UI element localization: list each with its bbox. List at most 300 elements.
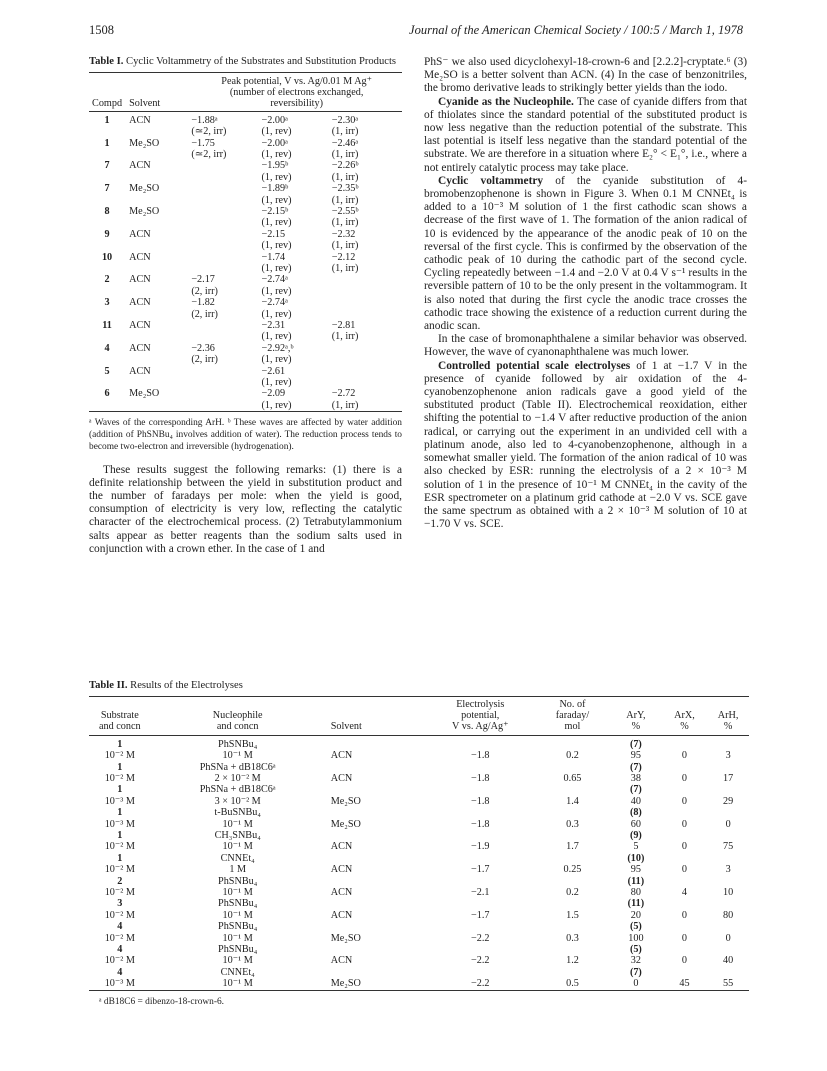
table1-cell-p1 <box>191 320 261 343</box>
table2-arx: 0 <box>681 772 687 784</box>
table2-cell-faraday <box>535 967 610 990</box>
table2-col-arh: ArH, % <box>707 696 749 735</box>
table2-solvent: Me₂SO <box>330 795 361 807</box>
table2-cell-faraday <box>535 784 610 807</box>
table1-cell-compd: 5 <box>104 365 110 377</box>
table1-cell-p2 <box>262 366 332 389</box>
table1-label: Table I. <box>89 56 124 67</box>
table2-nucleophile-concn: 2 × 10⁻² M <box>214 772 261 784</box>
table2-nucleophile-name: PhSNBu₄ <box>218 898 258 910</box>
table2-ary: 32 <box>630 955 641 967</box>
table2-faraday: 1.5 <box>566 909 579 921</box>
table1-col-compd: Compd <box>89 98 125 111</box>
table2-arx: 0 <box>681 841 687 853</box>
left-column <box>89 56 402 556</box>
table1-cell-p2 <box>262 274 332 297</box>
table2-nucleophile-name: CH₃SNBu₄ <box>214 829 261 841</box>
table1-cell-value: −2.74ᵃ <box>261 274 288 286</box>
table1-cell-note: (1, rev) <box>261 354 292 366</box>
table1-cell-p3 <box>332 252 402 275</box>
table2-cell-solvent <box>325 876 426 899</box>
table2-substrate-id: 4 <box>117 966 123 978</box>
table2-ary: 95 <box>630 864 641 876</box>
table2-nucleophile-name: CNNEt₄ <box>220 852 255 864</box>
table2-cell-potential <box>426 807 535 830</box>
table2-ary-compound: (9) <box>629 829 642 841</box>
table2-row <box>89 853 749 876</box>
heading-controlled-potential: Controlled potential scale electrolyses <box>438 359 631 372</box>
table2-cell-nucleophile <box>151 921 325 944</box>
table2-cell-nucleophile <box>151 784 325 807</box>
table2-solvent: ACN <box>330 864 353 876</box>
table1-cell-value: −2.55ᵇ <box>331 205 359 217</box>
table2-faraday: 0.2 <box>566 750 579 762</box>
table2-cell-faraday <box>535 830 610 853</box>
table1-cell-value: −2.12 <box>331 251 356 263</box>
table2-substrate-concn: 10⁻³ M <box>104 978 135 990</box>
table1-col-potential-1: Peak potential, V vs. Ag/0.01 M Ag⁺ <box>221 75 373 87</box>
table1-row <box>89 160 402 183</box>
table2-substrate-concn: 10⁻² M <box>104 932 135 944</box>
table2-substrate-concn: 10⁻² M <box>104 772 135 784</box>
table1-cell-p3 <box>332 388 402 411</box>
table1-cell-note: (1, irr) <box>331 240 359 252</box>
table2-cell-substrate <box>89 807 151 830</box>
table2-cell-potential <box>426 784 535 807</box>
table2-faraday: 0.5 <box>566 978 579 990</box>
table1-cell-p2 <box>262 160 332 183</box>
table1-cell-p3 <box>332 229 402 252</box>
page-number: 1508 <box>89 23 114 37</box>
table2-nucleophile-name: CNNEt₄ <box>220 966 255 978</box>
table2-cell-arh <box>707 967 749 990</box>
table2-potential: −1.8 <box>471 772 490 784</box>
table2-cell-substrate <box>89 735 151 761</box>
table2-cell-solvent <box>325 762 426 785</box>
table1-row <box>89 252 402 275</box>
table2-ary-compound: (7) <box>629 966 642 978</box>
table1-cell-note: (1, rev) <box>261 194 292 206</box>
table2-arh: 80 <box>723 909 734 921</box>
table1-cell-p3 <box>332 183 402 206</box>
table2-substrate-concn: 10⁻³ M <box>104 818 135 830</box>
table1-cell-p2 <box>262 206 332 229</box>
table2-cell-potential <box>426 853 535 876</box>
table2-nucleophile-concn: 10⁻¹ M <box>222 887 253 898</box>
table2-faraday: 1.7 <box>566 841 579 853</box>
table2-cell-nucleophile <box>151 830 325 853</box>
table2-cell-arx <box>662 735 708 761</box>
table1-cell-compd: 4 <box>104 342 110 354</box>
table2-nucleophile-name: PhSNBu₄ <box>218 738 258 750</box>
table2-nucleophile-name: PhSNa + dB18C6ᵃ <box>199 761 276 773</box>
table1-cell-solvent: ACN <box>129 251 151 263</box>
table2-cell-nucleophile <box>151 853 325 876</box>
table2-cell-potential <box>426 921 535 944</box>
table1-cell-p3 <box>332 343 402 366</box>
table1-cell-p2 <box>262 343 332 366</box>
table2-substrate-id: 3 <box>117 898 123 910</box>
table1-cell-p2 <box>262 183 332 206</box>
table2-ary-compound: (7) <box>629 738 642 750</box>
table1-cell-solvent: Me₂SO <box>129 205 160 217</box>
table2-cell-arx <box>662 784 708 807</box>
table1-cell-compd: 1 <box>104 137 110 149</box>
table2-cell-substrate <box>89 830 151 853</box>
table2-cell-arh <box>707 784 749 807</box>
table1-cell-p1 <box>191 160 261 183</box>
table2-arx: 0 <box>681 909 687 921</box>
table2-solvent: ACN <box>330 909 353 921</box>
journal-citation: Journal of the American Chemical Society / 100:5 / March 1, 1978 <box>409 23 743 37</box>
table2-nucleophile-concn: 10⁻¹ M <box>222 841 253 853</box>
table1-cell-compd: 9 <box>104 228 110 240</box>
table1-cell-compd: 7 <box>104 160 110 172</box>
table1-cell-note: (1, irr) <box>331 399 359 411</box>
table2-cell-arx <box>662 967 708 990</box>
table2-arh: 3 <box>725 864 731 876</box>
table2-nucleophile-concn: 10⁻¹ M <box>222 909 253 921</box>
table2-col-solvent: Solvent <box>325 696 426 735</box>
table2-arh: 29 <box>723 795 734 807</box>
table2-cell-ary <box>610 944 662 967</box>
table2-nucleophile-concn: 10⁻¹ M <box>222 932 253 944</box>
table2-cell-substrate <box>89 853 151 876</box>
table1-footnote: ᵃ Waves of the corresponding ArH. ᵇ These waves are affected by water addition (addition of PhSNBu₄ involves addition of water). The reduction process tends to become two-electron and irreversible (hydrogenation). <box>89 418 402 452</box>
table1-cell-p2 <box>262 388 332 411</box>
table1-cell-p1 <box>191 274 261 297</box>
table2-ary-compound: (11) <box>627 898 645 910</box>
table2-ary: 95 <box>630 750 641 762</box>
table1-cell-note: (1, irr) <box>331 217 359 229</box>
table1-cell-p2 <box>262 229 332 252</box>
table2-arh: 10 <box>723 887 734 898</box>
table1-cell-note: (1, rev) <box>261 240 292 252</box>
table2-cell-nucleophile <box>151 735 325 761</box>
table1-cell-note: (1, irr) <box>331 126 359 138</box>
table2-arx: 0 <box>681 864 687 876</box>
table2-row <box>89 784 749 807</box>
table1-cell-value: −2.15ᵇ <box>261 205 289 217</box>
table2-ary-compound: (5) <box>629 944 642 956</box>
table2-ary: 38 <box>630 772 641 784</box>
table1-cell-p1 <box>191 388 261 411</box>
table2-cell-nucleophile <box>151 876 325 899</box>
table2-substrate-id: 4 <box>117 921 123 933</box>
table1-cell-compd: 3 <box>104 297 110 309</box>
table1-col-solvent: Solvent <box>125 98 191 111</box>
table2-solvent: ACN <box>330 750 353 762</box>
table1-cell-solvent: ACN <box>129 297 151 309</box>
table2-arh: 0 <box>725 818 731 830</box>
table2-ary: 40 <box>630 795 641 807</box>
table2-nucleophile-concn: 10⁻¹ M <box>222 955 253 967</box>
table1-cell-p1 <box>191 297 261 320</box>
table2-arx: 0 <box>681 932 687 944</box>
table2-cell-substrate <box>89 967 151 990</box>
table2-ary-compound: (5) <box>629 921 642 933</box>
table2-cell-ary <box>610 830 662 853</box>
table2-solvent: ACN <box>330 887 353 898</box>
table2-arh: 3 <box>725 750 731 762</box>
table2-ary: 60 <box>630 818 641 830</box>
table2-row <box>89 830 749 853</box>
table1-body <box>89 111 402 412</box>
table1-cell-value: −2.00ᵃ <box>261 114 288 126</box>
table1-cell-value: −1.88ᵃ <box>191 114 218 126</box>
table2-caption-text: Results of the Electrolyses <box>130 680 243 691</box>
table2-cell-solvent <box>325 967 426 990</box>
table1-cell-p3 <box>332 111 402 137</box>
table2-cell-ary <box>610 898 662 921</box>
table2-cell-solvent <box>325 853 426 876</box>
table1-cell-p2 <box>262 320 332 343</box>
table2-faraday: 1.2 <box>566 955 579 967</box>
table2-substrate-concn: 10⁻² M <box>104 955 135 967</box>
table2-arx: 0 <box>681 795 687 807</box>
table1-row <box>89 366 402 389</box>
table2-arh: 0 <box>725 932 731 944</box>
table2-arx: 45 <box>679 978 690 990</box>
table1-row <box>89 320 402 343</box>
table2-faraday: 0.65 <box>563 772 582 784</box>
table1-cell-value: −1.74 <box>261 251 286 263</box>
table1-cell-p3 <box>332 274 402 297</box>
table2-cell-solvent <box>325 944 426 967</box>
table2-cell-solvent <box>325 921 426 944</box>
table2-cell-faraday <box>535 853 610 876</box>
heading-cyanide: Cyanide as the Nucleophile. <box>438 95 574 108</box>
table1-cell-value: −2.72 <box>331 388 356 400</box>
table2-row <box>89 807 749 830</box>
table2-cell-potential <box>426 735 535 761</box>
table1-cell-value: −2.15 <box>261 228 286 240</box>
table1-cell-value: −2.31 <box>261 320 286 332</box>
table2-ary: 100 <box>628 932 644 944</box>
table2-ary: 80 <box>630 887 641 898</box>
table2-cell-substrate <box>89 876 151 899</box>
table2 <box>89 696 749 991</box>
table2-substrate-concn: 10⁻² M <box>104 864 135 876</box>
table1-cell-note: (1, irr) <box>331 171 359 183</box>
table1-cell-p1 <box>191 206 261 229</box>
table2-col-potential: Electrolysis potential, V vs. Ag/Ag⁺ <box>426 696 535 735</box>
table2-potential: −1.7 <box>471 864 490 876</box>
table1-cell-compd: 6 <box>104 388 110 400</box>
table1-cell-note: (1, rev) <box>261 217 292 229</box>
table1-cell-note: (1, irr) <box>331 331 359 343</box>
table1-cell-value: −2.36 <box>191 342 215 354</box>
table2-cell-substrate <box>89 921 151 944</box>
table1-cell-note: (2, irr) <box>191 354 218 366</box>
table1-cell-compd: 10 <box>101 251 113 263</box>
right-paragraph-1: Cyanide as the Nucleophile. The case of cyanide differs from that of thiolates since the standard potential of the substituted product is now less negative than the reduction potential of the substrate. This last potential is itself less negative than the standard potential of the substrate. We are therefore in a situation where E₂° < E₁°, i.e., where a not entirely catalytic process may take place. <box>424 95 748 174</box>
table1-cell-compd: 11 <box>102 320 112 332</box>
table2-cell-arx <box>662 807 708 830</box>
table2-cell-arx <box>662 762 708 785</box>
table1-cell-note: (1, rev) <box>261 126 292 138</box>
table2-footnote: ᵃ dB18C6 = dibenzo-18-crown-6. <box>99 996 225 1007</box>
table1-cell-solvent: ACN <box>129 274 151 286</box>
table1-cell-note: (≃2, irr) <box>191 148 227 160</box>
table2-solvent: ACN <box>330 772 353 784</box>
table1-cell-solvent: Me₂SO <box>129 388 160 400</box>
table2-cell-arx <box>662 876 708 899</box>
table1-cell-p3 <box>332 160 402 183</box>
table1-cell-solvent: Me₂SO <box>129 183 160 195</box>
table2-cell-potential <box>426 944 535 967</box>
table1-cell-note: (1, rev) <box>261 308 292 320</box>
table1-cell-note: (1, irr) <box>331 194 359 206</box>
table1-cell-p1 <box>191 343 261 366</box>
table2-substrate-concn: 10⁻² M <box>104 841 135 853</box>
table2-substrate-id: 1 <box>117 738 123 750</box>
table2-substrate-id: 1 <box>117 829 123 841</box>
table2-cell-solvent <box>325 830 426 853</box>
table1-cell-p1 <box>191 183 261 206</box>
table2-arx: 4 <box>681 887 687 898</box>
table2-cell-potential <box>426 762 535 785</box>
table2-cell-solvent <box>325 735 426 761</box>
table1-cell-p2 <box>262 252 332 275</box>
table1-cell-value: −1.95ᵇ <box>261 160 289 172</box>
table2-substrate-concn: 10⁻³ M <box>104 795 135 807</box>
table1-cell-value: −1.75 <box>191 137 215 149</box>
right-paragraph-4: Controlled potential scale electrolyses of 1 at −1.7 V in the presence of cyanide followed by air oxidation of the 4-cyanobenzophenone anion radicals gave a good yield of the substituted product (Table II). Electrochemical reoxidation, either shifting the potential to −1.4 V after reductive production of the anion radical, or carrying out the experiment in an undivided cell with a platinum anode, also led to 4-cyanobenzophenone, although in a somewhat smaller yield. The formation of the anion radical of 10 was also checked by ESR: running the electrolysis of a 2 × 10⁻³ M solution of 1 in the presence of 10⁻¹ M CNNEt₄ in the cavity of the ESR spectrometer on a platinum grid cathode at −2.0 V vs. SCE gave the same spectrum as obtained with a 2 × 10⁻³ M solution of 10 at −1.70 V vs. SCE. <box>424 359 747 531</box>
table2-cell-arx <box>662 830 708 853</box>
table2-nucleophile-concn: 10⁻¹ M <box>222 818 253 830</box>
table2-substrate-concn: 10⁻² M <box>104 909 135 921</box>
table2-cell-ary <box>610 762 662 785</box>
table1-cell-solvent: ACN <box>129 160 151 172</box>
table2-substrate-id: 2 <box>117 875 123 887</box>
table2-cell-nucleophile <box>151 898 325 921</box>
table1-cell-p3 <box>332 297 402 320</box>
table2-faraday: 0.3 <box>566 818 579 830</box>
table1-cell-note: (2, irr) <box>191 308 218 320</box>
table2-ary: 20 <box>630 909 641 921</box>
table2-substrate-id: 1 <box>117 784 123 796</box>
table2-potential: −2.1 <box>471 887 490 898</box>
table2-potential: −1.7 <box>471 909 490 921</box>
table2-col-faraday: No. of faraday/ mol <box>535 696 610 735</box>
table1-cell-note: (1, rev) <box>261 171 292 183</box>
table1-cell-note: (1, rev) <box>261 399 292 411</box>
table1-cell-note: (1, rev) <box>261 331 292 343</box>
table1-cell-note: (1, irr) <box>331 148 359 160</box>
table2-cell-arh <box>707 876 749 899</box>
table2-cell-substrate <box>89 762 151 785</box>
table1-cell-note: (1, irr) <box>331 263 359 274</box>
table1-cell-value: −2.26ᵇ <box>331 160 359 172</box>
table2-cell-potential <box>426 898 535 921</box>
table2-arx: 0 <box>681 955 687 967</box>
table2-nucleophile-concn: 3 × 10⁻² M <box>214 795 261 807</box>
table1-caption-text: Cyclic Voltammetry of the Substrates and Substitution Products <box>126 56 397 67</box>
table1-col-potential-2: (number of electrons exchanged, <box>229 86 364 98</box>
table1-cell-solvent: Me₂SO <box>129 137 160 149</box>
table2-substrate-id: 1 <box>117 761 123 773</box>
table2-col-ary: ArY, % <box>610 696 662 735</box>
table1-cell-p3 <box>332 320 402 343</box>
table2-row <box>89 921 749 944</box>
table2-ary-compound: (7) <box>629 761 642 773</box>
table2-potential: −1.8 <box>471 818 490 830</box>
table1-cell-solvent: ACN <box>129 365 151 377</box>
table2-arx: 0 <box>681 750 687 762</box>
table2-ary-compound: (11) <box>627 875 645 887</box>
table2-cell-solvent <box>325 784 426 807</box>
table2-cell-ary <box>610 853 662 876</box>
table1-cell-value: −2.74ᵃ <box>261 297 288 309</box>
table1-cell-value: −1.82 <box>191 297 215 309</box>
table2-cell-faraday <box>535 921 610 944</box>
table2-solvent: Me₂SO <box>330 818 361 830</box>
table2-substrate-id: 1 <box>117 807 123 819</box>
table1-cell-value: −2.46ᵃ <box>331 137 359 149</box>
table2-cell-arh <box>707 853 749 876</box>
table2-row <box>89 735 749 761</box>
table2-col-substrate: Substrate and concn <box>89 696 151 735</box>
table2-substrate-concn: 10⁻² M <box>104 887 135 898</box>
table2-cell-arh <box>707 921 749 944</box>
table2-faraday: 1.4 <box>566 795 579 807</box>
table2-cell-substrate <box>89 944 151 967</box>
table2-cell-faraday <box>535 762 610 785</box>
page-header <box>89 23 743 41</box>
table2-solvent: Me₂SO <box>330 978 361 990</box>
table1-cell-note: (≃2, irr) <box>191 126 227 138</box>
table1-row <box>89 388 402 411</box>
table2-arh: 55 <box>723 978 734 990</box>
table1-cell-p3 <box>332 206 402 229</box>
table1-cell-p1 <box>191 111 261 137</box>
table2-nucleophile-name: PhSNBu₄ <box>218 944 258 956</box>
table2-col-nucleophile: Nucleophile and concn <box>151 696 325 735</box>
table2-cell-potential <box>426 967 535 990</box>
table2-nucleophile-concn: 10⁻¹ M <box>222 750 253 762</box>
table1-cell-value: −2.09 <box>261 388 286 400</box>
table2-ary-compound: (10) <box>627 852 645 864</box>
table2-row <box>89 944 749 967</box>
table1-cell-value: −2.81 <box>331 320 356 332</box>
table2-row <box>89 898 749 921</box>
table2-ary-compound: (7) <box>629 784 642 796</box>
table1-cell-note: (1, rev) <box>261 148 292 160</box>
table2-cell-substrate <box>89 898 151 921</box>
table2-faraday: 0.3 <box>566 932 579 944</box>
table2-nucleophile-name: PhSNBu₄ <box>218 875 258 887</box>
table2-solvent: ACN <box>330 841 353 853</box>
table2-ary: 0 <box>633 978 639 990</box>
right-column <box>424 56 747 531</box>
table2-arh: 75 <box>723 841 734 853</box>
table2-nucleophile-concn: 10⁻¹ M <box>222 978 253 990</box>
table2-cell-arx <box>662 944 708 967</box>
left-paragraph: These results suggest the following remarks: (1) there is a definite relationship between the yield in substitution product and the number of faradays per mole: when the yield is good, consumption of electricity is very low, reflecting the catalytic character of the electrochemical process. (2) Tetrabutylammonium salts appear as better reagents than the sodium salts used in conjunction with a crown ether. In the case of 1 and <box>89 463 402 555</box>
table2-cell-potential <box>426 830 535 853</box>
table2-cell-faraday <box>535 944 610 967</box>
table2-substrate-concn: 10⁻² M <box>104 750 135 762</box>
table1-cell-value: −2.30ᵃ <box>331 114 359 126</box>
table2-nucleophile-name: PhSNa + dB18C6ᵃ <box>199 784 276 796</box>
table2-faraday: 0.25 <box>563 864 582 876</box>
table2-cell-arx <box>662 898 708 921</box>
table2-label: Table II. <box>89 680 128 691</box>
table2-cell-arx <box>662 921 708 944</box>
table2-nucleophile-name: PhSNBu₄ <box>218 921 258 933</box>
table2-cell-solvent <box>325 807 426 830</box>
